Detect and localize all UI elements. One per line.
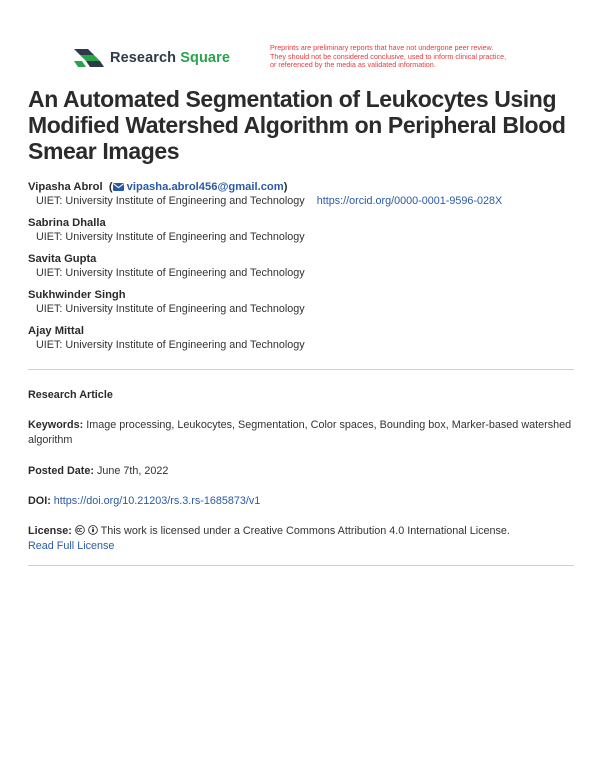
author-name: Savita Gupta: [28, 253, 97, 265]
author-affiliation: UIET: University Institute of Engineering and Technology: [36, 339, 305, 351]
author-name: Sukhwinder Singh: [28, 289, 126, 301]
creative-commons-icon: [75, 525, 85, 535]
doi: [28, 494, 574, 509]
author-name-text: Vipasha Abrol: [28, 181, 103, 193]
posted-date-value: June 7th, 2022: [97, 465, 169, 477]
divider: [28, 369, 574, 370]
divider: [28, 565, 574, 566]
author-affiliation-row: [28, 230, 588, 252]
mail-icon: [113, 183, 124, 191]
brand-word-square: Square: [180, 50, 230, 66]
license-text: This work is licensed under a Creative Commons Attribution 4.0 International License.: [100, 525, 510, 537]
read-full-license-link[interactable]: Read Full License: [28, 540, 115, 552]
doi-label: DOI:: [28, 495, 51, 507]
author-email-link[interactable]: vipasha.abrol456@gmail.com: [126, 181, 284, 193]
header: [74, 44, 574, 80]
paper-title: An Automated Segmentation of Leukocytes Using Modified Watershed Algorithm on Peripheral Blood Smear Images: [28, 86, 566, 164]
posted-date: [28, 464, 574, 479]
article-type: [28, 388, 574, 403]
author-affiliation: UIET: University Institute of Engineering and Technology: [36, 195, 305, 207]
author-name: Ajay Mittal: [28, 325, 84, 337]
license: [28, 524, 574, 554]
article-type-label: Research Article: [28, 389, 113, 401]
research-square-logo[interactable]: [74, 47, 230, 69]
author-affiliation-row: [28, 266, 588, 288]
doi-link[interactable]: https://doi.org/10.21203/rs.3.rs-1685873/v1: [53, 495, 261, 507]
author-affiliation: UIET: University Institute of Engineering and Technology: [36, 267, 305, 279]
disclaimer-line: Preprints are preliminary reports that have not undergone peer review.: [270, 43, 494, 52]
author-name: Vipasha Abrol ( vipasha.abrol456@gmail.com): [28, 181, 288, 193]
keywords-label: Keywords:: [28, 419, 84, 431]
author-affiliation-row: [28, 338, 588, 360]
preprint-disclaimer: [270, 44, 570, 70]
brand-name: [110, 50, 230, 66]
posted-date-label: Posted Date:: [28, 465, 94, 477]
author-name: Sabrina Dhalla: [28, 217, 106, 229]
disclaimer-line: or referenced by the media as validated information.: [270, 60, 436, 70]
keywords: [28, 418, 574, 448]
attribution-icon: [88, 525, 98, 535]
license-label: License:: [28, 525, 72, 537]
author-affiliation: UIET: University Institute of Engineering and Technology: [36, 303, 305, 315]
author-list: [28, 180, 588, 360]
orcid-link[interactable]: https://orcid.org/0000-0001-9596-028X: [316, 195, 503, 207]
author-affiliation: UIET: University Institute of Engineering and Technology: [36, 231, 305, 243]
disclaimer-line: They should not be considered conclusive, used to inform clinical practice,: [270, 51, 507, 61]
research-square-logo-icon: [74, 47, 104, 69]
brand-word-research: Research: [110, 50, 177, 66]
author-affiliation-row: [28, 194, 588, 216]
keywords-value: Image processing, Leukocytes, Segmentation, Color spaces, Bounding box, Marker-based watershed algorithm: [28, 419, 572, 446]
author-affiliation-row: [28, 302, 588, 324]
